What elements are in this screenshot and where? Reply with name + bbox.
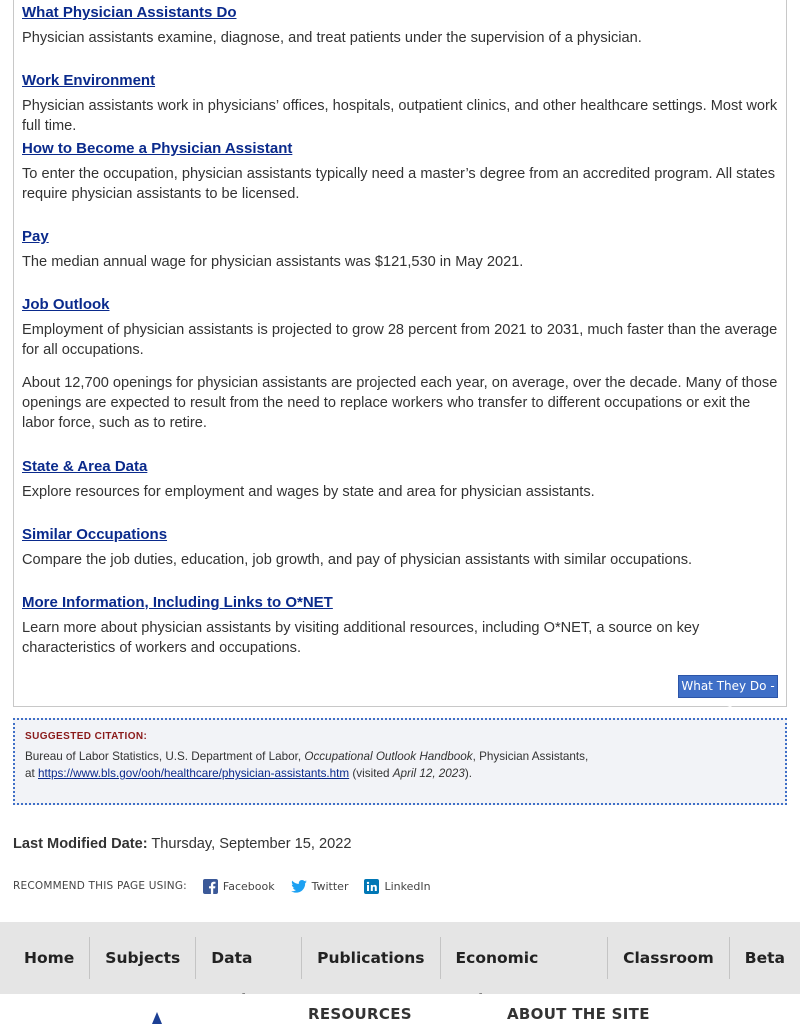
section-text: About 12,700 openings for physician assistants are projected each year, on average, over the decade. Many of those openings are expected to result from the need to replace workers who transfer to different occupations or exit the labor force, such as to retire. [22, 375, 778, 431]
section-state-area-data [22, 457, 778, 502]
nav-home[interactable]: Home [24, 949, 75, 967]
footer-resources-heading: RESOURCES [308, 1005, 412, 1023]
link-state-area-data[interactable]: State & Area Data [22, 458, 148, 475]
section-text: Physician assistants examine, diagnose, and treat patients under the supervision of a physician. [22, 30, 642, 46]
section-text: Compare the job duties, education, job growth, and pay of physician assistants with similar occupations. [22, 552, 693, 568]
citation-label: SUGGESTED CITATION: [25, 731, 148, 742]
link-work-environment[interactable]: Work Environment [22, 72, 156, 89]
link-pay[interactable]: Pay [22, 228, 49, 245]
last-modified-date: Thursday, September 15, 2022 [147, 836, 352, 852]
footer-about-heading: ABOUT THE SITE [507, 1005, 650, 1023]
section-text: Explore resources for employment and wages by state and area for physician assistants. [22, 484, 595, 500]
suggested-citation [13, 718, 787, 805]
site-footer [0, 994, 800, 1024]
citation-url-link[interactable]: https://www.bls.gov/ooh/healthcare/physician-assistants.htm [38, 767, 350, 780]
link-how-to-become[interactable]: How to Become a Physician Assistant [22, 140, 293, 157]
section-similar-occupations [22, 525, 778, 570]
link-similar-occupations[interactable]: Similar Occupations [22, 526, 168, 543]
nav-data-tools[interactable]: Data [195, 937, 301, 979]
section-work-environment [22, 71, 778, 136]
nav-classroom[interactable]: Classroom [607, 937, 729, 979]
section-pay [22, 227, 778, 272]
section-text: Employment of physician assistants is projected to grow 28 percent from 2021 to 2031, much faster than the average for all occupations. [22, 322, 778, 358]
section-text: To enter the occupation, physician assistants typically need a master’s degree from an accredited program. All states require physician assistants to be licensed. [22, 166, 776, 202]
bls-logo-icon [150, 1012, 164, 1024]
citation-text: Bureau of Labor Statistics, U.S. Department of Labor, Occupational Outlook Handbook, Physician Assistants, at https://www.bls.gov/ooh/healthcare/physician-assistants.htm (visited April 12, 2023). [25, 750, 589, 780]
last-modified-label: Last Modified Date: [13, 836, 148, 852]
twitter-icon [291, 880, 307, 893]
recommend-bar [13, 876, 447, 896]
section-text: The median annual wage for physician assistants was $121,530 in May 2021. [22, 254, 524, 270]
link-job-outlook[interactable]: Job Outlook [22, 296, 110, 313]
linkedin-icon [364, 879, 379, 894]
section-more-information [22, 593, 778, 658]
link-what-they-do[interactable]: What Physician Assistants Do [22, 4, 237, 21]
twitter-share-link[interactable]: Twitter [291, 880, 349, 893]
section-text: Learn more about physician assistants by visiting additional resources, including O*NET, a source on key characteristics of workers and occupations. [22, 620, 700, 656]
section-text: Physician assistants work in physicians’ offices, hospitals, outpatient clinics, and other healthcare settings. Most work full time. [22, 98, 778, 134]
section-what-they-do [22, 3, 778, 48]
section-job-outlook [22, 295, 778, 433]
facebook-icon [203, 879, 218, 894]
section-how-to-become [22, 139, 778, 204]
link-more-information[interactable]: More Information, Including Links to O*NET [22, 594, 333, 611]
nav-subjects[interactable]: Subjects [89, 937, 195, 979]
nav-economic-releases[interactable]: Economic [440, 937, 608, 979]
nav-publications[interactable]: Publications [301, 937, 439, 979]
facebook-share-link[interactable]: Facebook [203, 879, 275, 894]
recommend-label: RECOMMEND THIS PAGE USING: [13, 880, 187, 892]
last-modified [13, 836, 352, 852]
nav-beta[interactable]: Beta [729, 937, 800, 979]
linkedin-share-link[interactable]: LinkedIn [364, 879, 430, 894]
next-tab-button[interactable]: What They Do -> [678, 675, 778, 698]
footer-nav [0, 922, 800, 994]
